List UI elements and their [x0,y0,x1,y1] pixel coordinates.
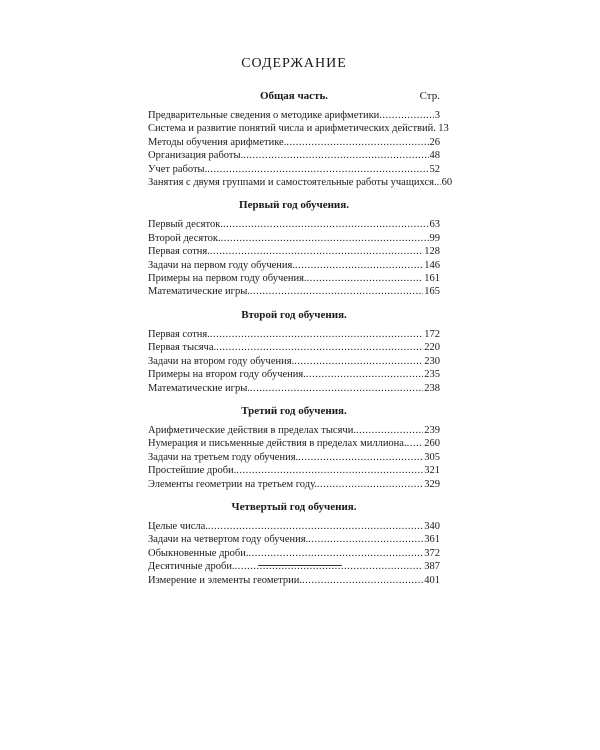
entry-page-number: 63 [429,219,440,231]
entry-title: Элементы геометрии на третьем году. [148,478,317,490]
toc-section [148,198,440,298]
entry-title: Методы обучения арифметике. [148,136,287,148]
entry-page-number: 238 [424,382,440,394]
entry-page-number: 3 [434,110,440,121]
entry-page-number: 161 [424,273,440,285]
entry-page-number: 60 [441,177,453,189]
entry-page-number: 361 [424,534,440,546]
closing-rule [258,565,342,566]
toc-section [148,89,453,189]
entry-page-number: 13 [438,123,449,135]
toc-entry [148,560,440,573]
toc-entry [148,437,440,450]
entry-page-number: 99 [429,232,440,244]
entry-title: Задачи на третьем году обучения. [148,451,299,463]
dot-leader [286,136,428,149]
section-heading-text: Первый год обучения. [239,199,349,212]
dot-leader [249,547,424,560]
entry-page-number: 235 [424,369,440,381]
toc-entry [148,368,440,381]
entry-page-number: 305 [424,451,440,463]
toc-section [148,500,440,587]
section-heading [148,308,440,322]
entry-page-number: 387 [424,561,440,573]
entry-page-number: 146 [424,259,440,271]
toc-entry [148,382,440,395]
dot-leader [306,368,423,381]
entry-title: Десятичные дроби. [148,561,235,573]
dot-leader [221,232,429,245]
toc-section [148,404,440,491]
toc-entry [148,451,440,464]
entry-page-number: 230 [424,355,440,367]
entry-title: Организация работы. [148,150,244,162]
toc-entry [148,533,440,546]
entry-title: Второй десяток. [148,232,221,244]
entry-title: Задачи на втором году обучения. [148,355,295,367]
dot-leader [307,272,424,285]
entry-title: Первый десяток. [148,219,223,231]
entry-title: Примеры на первом году обучения. [148,273,307,285]
entry-page-number: 401 [424,574,440,586]
dot-leader [243,149,428,162]
dot-leader [317,478,423,491]
dot-leader [223,218,429,231]
entry-title: Целые числа. [148,520,208,532]
entry-title: Обыкновенные дроби. [148,547,249,559]
entry-title: Арифметические действия в пределах тысячи. [148,424,356,436]
entry-title: Нумерация и письменные действия в пределах миллиона. [148,438,407,450]
toc-entry [148,272,440,285]
entry-page-number: 52 [429,163,440,175]
entry-title: Простейшие дроби. [148,465,237,477]
toc-entry [148,520,440,533]
entry-page-number: 48 [429,150,440,162]
entry-page-number: 329 [424,478,440,490]
toc-entry [148,122,449,135]
entry-page-number: 128 [424,246,440,258]
toc-entry [148,547,440,560]
toc-entry [148,149,440,162]
entry-title: Математические игры. [148,286,250,298]
dot-leader [356,424,423,437]
entry-title: Учет работы. [148,163,208,175]
entry-page-number: 340 [424,520,440,532]
dot-leader [207,163,428,176]
toc-sections [148,89,453,587]
dot-leader [235,560,424,573]
section-heading-text: Третий год обучения. [241,404,347,417]
dot-leader [295,259,423,272]
section-heading-text: Второй год обучения. [241,308,347,321]
entry-page-number: 172 [424,328,440,340]
entry-title: Первая тысяча. [148,342,217,354]
section-heading [148,89,440,103]
toc-entry [148,245,440,258]
dot-leader [216,341,423,354]
section-heading [148,198,440,212]
entry-page-number: 165 [424,286,440,298]
entry-page-number: 220 [424,342,440,354]
section-heading [148,500,440,514]
entry-page-number: 372 [424,547,440,559]
page-title: СОДЕРЖАНИЕ [241,56,347,71]
dot-leader [210,328,423,341]
section-heading-text: Общая часть. [259,90,329,102]
dot-leader [298,451,423,464]
entry-title: Примеры на втором году обучения. [148,369,306,381]
entry-page-number: 321 [424,465,440,477]
toc-entry [148,136,440,149]
dot-leader [250,382,423,395]
toc-entry [148,109,440,122]
toc-entry [148,285,440,298]
entry-title: Задачи на четвертом году обучения. [148,534,309,546]
toc-entry [148,328,440,341]
dot-leader [236,464,423,477]
section-heading-text: Четвертый год обучения. [231,500,357,513]
entry-page-number: 239 [424,424,440,436]
dot-leader [208,520,423,533]
dot-leader [250,285,423,298]
toc-entry [148,232,440,245]
toc-section [148,308,440,395]
entry-title: Предварительные сведения о методике арифметики [148,110,380,121]
toc-entry [148,574,440,587]
entry-title: Система и развитие понятий числа и арифметических действий [148,123,434,135]
dot-leader [379,109,433,122]
entry-title: Первая сотня. [148,246,210,258]
toc-entry [148,341,440,354]
toc-entry [148,424,440,437]
dot-leader [308,533,423,546]
dot-leader [407,437,424,450]
page-column-label: Стр. [419,90,440,102]
table-of-contents [148,56,453,596]
toc-entry [148,355,440,368]
entry-title: Первая сотня. [148,328,210,340]
dot-leader [294,355,423,368]
toc-entry [148,218,440,231]
entry-title: Занятия с двумя группами и самостоятельные работы учащихся. [148,177,437,189]
dot-leader [302,574,423,587]
entry-title: Математические игры. [148,382,250,394]
toc-entry [148,176,453,189]
entry-title: Измерение и элементы геометрии. [148,574,302,586]
section-heading [148,404,440,418]
toc-entry [148,478,440,491]
entry-page-number: 260 [424,438,440,450]
toc-entry [148,163,440,176]
entry-page-number: 26 [429,136,440,148]
toc-entry [148,464,440,477]
entry-title: Задачи на первом году обучения. [148,259,295,271]
dot-leader [210,245,423,258]
toc-entry [148,259,440,272]
